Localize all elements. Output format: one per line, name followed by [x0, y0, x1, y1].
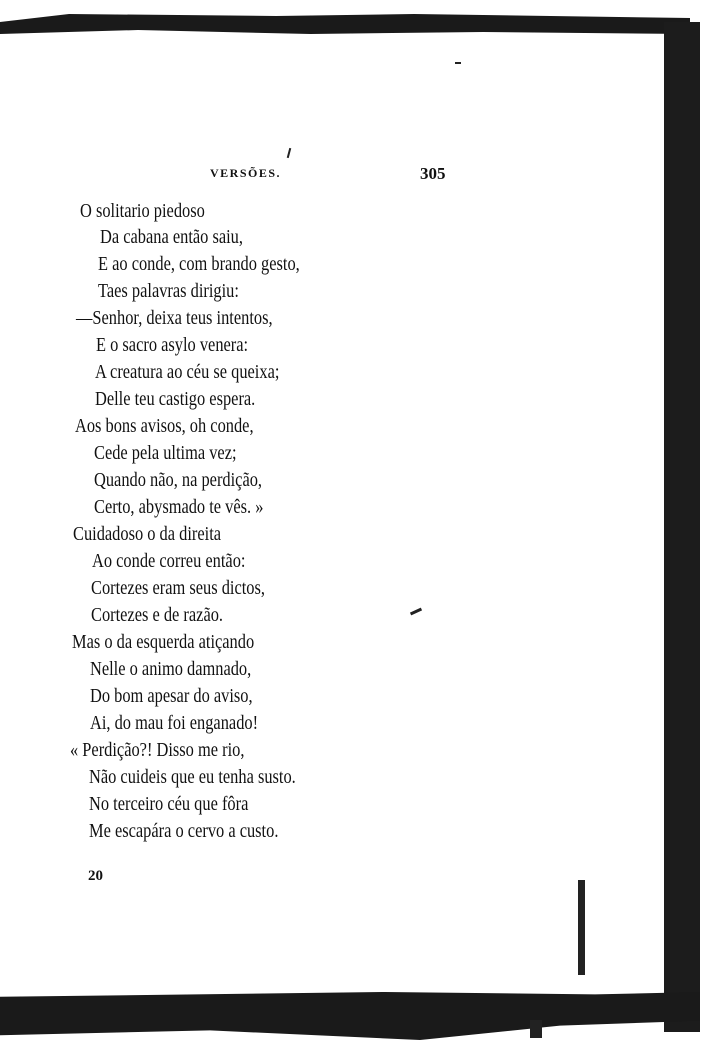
page-number: 305 — [420, 164, 446, 183]
running-title: VERSÕES. — [210, 166, 282, 180]
poem-line: A creatura ao céu se queixa; — [95, 361, 280, 383]
poem-line: Mas o da esquerda atiçando — [72, 631, 255, 653]
poem-line: Da cabana então saiu, — [100, 226, 243, 248]
poem-line: « Perdição?! Disso me rio, — [70, 739, 245, 761]
poem-line: Quando não, na perdição, — [94, 469, 263, 491]
poem-line: Cede pela ultima vez; — [94, 442, 237, 464]
poem-line: Ao conde correu então: — [92, 550, 246, 572]
poem-line: Cortezes e de razão. — [91, 604, 224, 626]
poem-line: Do bom apesar do aviso, — [90, 685, 253, 707]
poem-line: Delle teu castigo espera. — [95, 388, 256, 410]
poem-line: E o sacro asylo venera: — [96, 334, 249, 356]
poem-line: Taes palavras dirigiu: — [98, 280, 239, 302]
poem-line: Não cuideis que eu tenha susto. — [89, 766, 296, 788]
scan-border-top — [0, 14, 690, 34]
poem-line: Certo, abysmado te vês. » — [94, 496, 264, 518]
ink-smudge — [578, 880, 585, 975]
poem-line: O solitario piedoso — [80, 200, 205, 222]
scan-border-bottom — [0, 992, 700, 1040]
poem-line: Cuidadoso o da direita — [73, 523, 222, 545]
poem-line: Ai, do mau foi enganado! — [90, 712, 259, 734]
poem-line: No terceiro céu que fôra — [89, 793, 249, 815]
page-header — [0, 164, 706, 186]
ink-blot — [530, 1020, 542, 1038]
poem-line: —Senhor, deixa teus intentos, — [76, 307, 273, 329]
poem-line: Me escapára o cervo a custo. — [89, 820, 279, 842]
ink-speck — [455, 62, 461, 64]
poem-line: Cortezes eram seus dictos, — [91, 577, 265, 599]
poem-line: Aos bons avisos, oh conde, — [75, 415, 254, 437]
poem-line: E ao conde, com brando gesto, — [98, 253, 300, 275]
poem-line: Nelle o animo damnado, — [90, 658, 252, 680]
signature-mark: 20 — [88, 868, 103, 884]
